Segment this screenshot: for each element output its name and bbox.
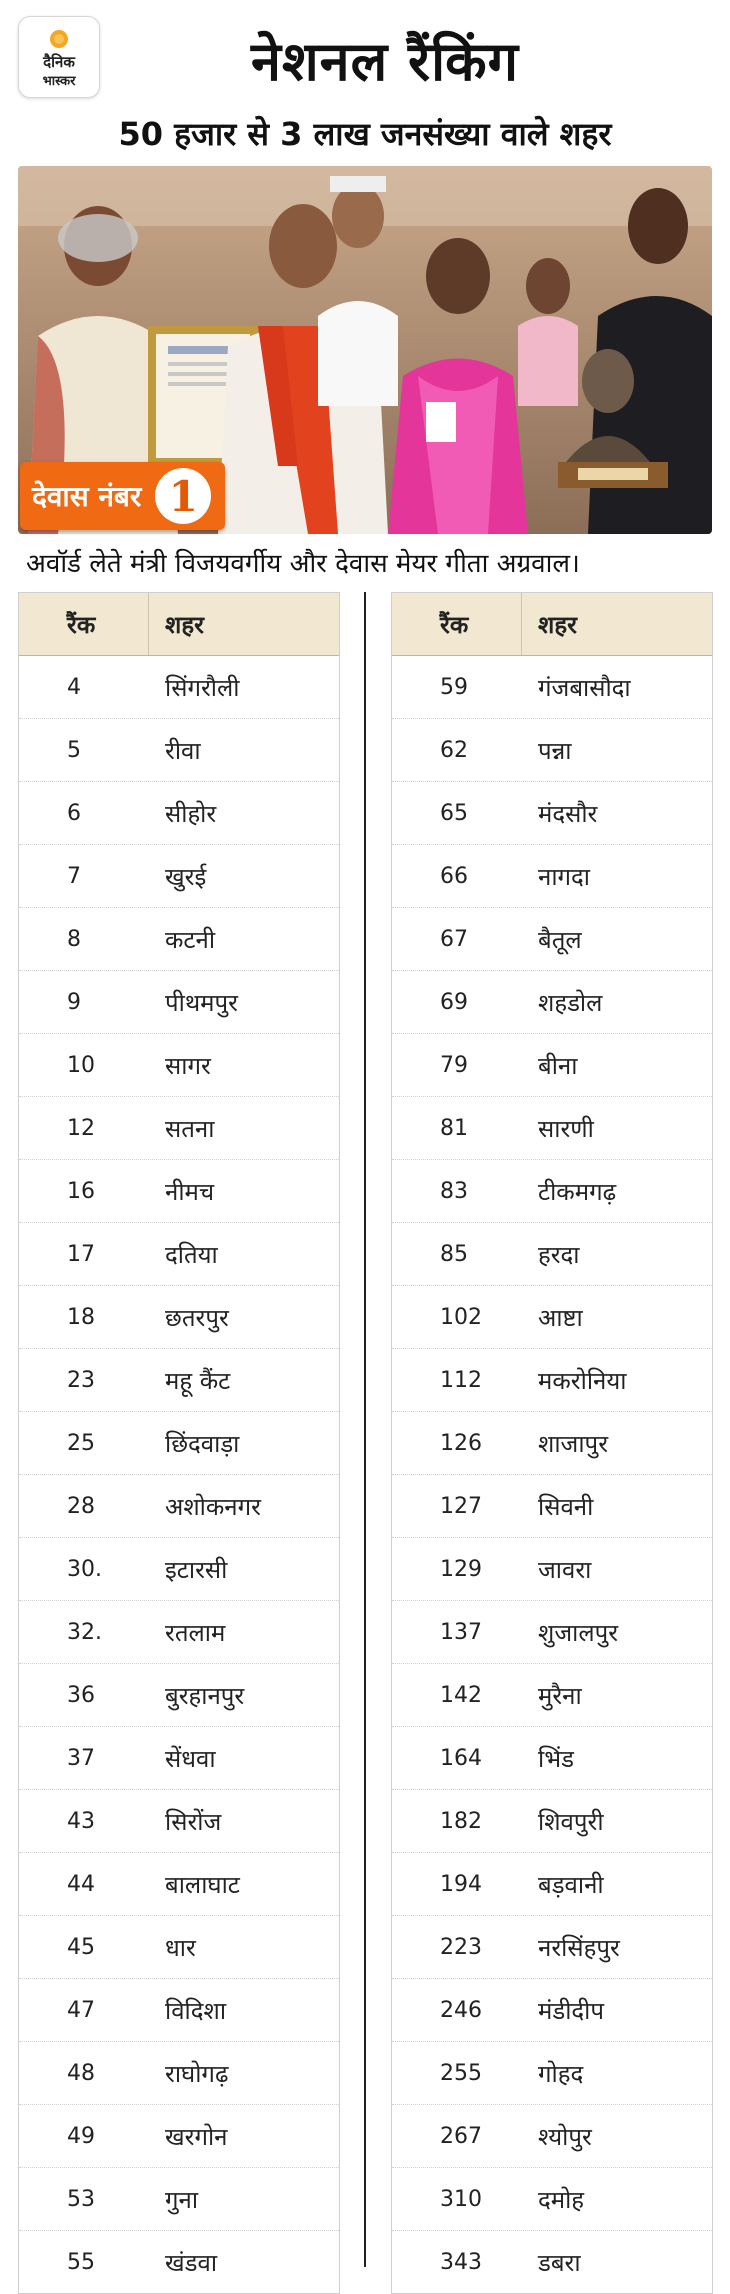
table-row <box>19 908 339 971</box>
rank-cell: 137 <box>440 1619 482 1645</box>
city-cell: कटनी <box>165 925 216 954</box>
table-row <box>19 656 339 719</box>
page-subtitle: 50 हजार से 3 लाख जनसंख्या वाले शहर <box>118 115 612 153</box>
table-row <box>392 1790 712 1853</box>
rank-cell: 10 <box>67 1052 95 1078</box>
rank-cell: 4 <box>67 674 81 700</box>
rank-cell: 83 <box>440 1178 468 1204</box>
rank-cell: 164 <box>440 1745 482 1771</box>
table-row <box>19 1160 339 1223</box>
table-row <box>392 1979 712 2042</box>
city-cell: बैतूल <box>538 925 582 954</box>
rank-cell: 112 <box>440 1367 482 1393</box>
city-cell: सारणी <box>538 1114 594 1143</box>
city-cell: जावरा <box>538 1555 592 1584</box>
table-row <box>392 1601 712 1664</box>
table-row <box>392 845 712 908</box>
rank-cell: 246 <box>440 1997 482 2023</box>
rank-cell: 62 <box>440 737 468 763</box>
table-row <box>19 2168 339 2231</box>
rank-cell: 48 <box>67 2060 95 2086</box>
table-row <box>19 1979 339 2042</box>
badge-number: 1 <box>155 468 211 524</box>
rank-column-header: रैंक <box>19 593 149 655</box>
city-cell: अशोकनगर <box>165 1492 261 1521</box>
rank-cell: 49 <box>67 2123 95 2149</box>
city-cell: श्योपुर <box>538 2122 592 2151</box>
rank-cell: 7 <box>67 863 81 889</box>
city-cell: हरदा <box>538 1240 580 1269</box>
rank-cell: 5 <box>67 737 81 763</box>
rank-cell: 53 <box>67 2186 95 2212</box>
page-title: नेशनल रैंकिंग <box>250 30 520 93</box>
city-cell: गुना <box>165 2185 199 2214</box>
rank-cell: 47 <box>67 1997 95 2023</box>
city-cell: टीकमगढ़ <box>538 1177 617 1206</box>
table-row <box>19 1601 339 1664</box>
city-cell: मंडीदीप <box>538 1996 604 2025</box>
table-row <box>392 1286 712 1349</box>
table-row <box>19 1286 339 1349</box>
city-cell: धार <box>165 1933 196 1962</box>
rank-cell: 255 <box>440 2060 482 2086</box>
table-row <box>392 971 712 1034</box>
city-cell: नीमच <box>165 1177 215 1206</box>
city-cell: इटारसी <box>165 1555 228 1584</box>
ranking-table-right <box>391 592 713 2294</box>
city-cell: सीहोर <box>165 799 217 828</box>
city-cell: गोहद <box>538 2059 584 2088</box>
rank-cell: 17 <box>67 1241 95 1267</box>
rank-cell: 67 <box>440 926 468 952</box>
rank-cell: 126 <box>440 1430 482 1456</box>
table-row <box>392 1034 712 1097</box>
rank-cell: 223 <box>440 1934 482 1960</box>
table-row <box>19 2042 339 2105</box>
rank-cell: 9 <box>67 989 81 1015</box>
table-row <box>392 1223 712 1286</box>
city-cell: खंडवा <box>165 2248 218 2277</box>
table-row <box>392 1916 712 1979</box>
table-row <box>19 782 339 845</box>
rank-cell: 55 <box>67 2249 95 2275</box>
city-cell: दमोह <box>538 2185 585 2214</box>
city-column-header: शहर <box>538 610 577 639</box>
table-row <box>392 2168 712 2231</box>
rank-cell: 65 <box>440 800 468 826</box>
table-row <box>19 1916 339 1979</box>
city-cell: बालाघाट <box>165 1870 240 1899</box>
rank-cell: 129 <box>440 1556 482 1582</box>
rank-cell: 310 <box>440 2186 482 2212</box>
city-cell: बीना <box>538 1051 578 1080</box>
table-row <box>19 719 339 782</box>
rank-cell: 45 <box>67 1934 95 1960</box>
city-cell: पन्ना <box>538 736 572 765</box>
column-divider <box>364 592 366 2267</box>
table-row <box>19 2105 339 2168</box>
city-cell: मंदसौर <box>538 799 598 828</box>
rank-cell: 6 <box>67 800 81 826</box>
city-cell: सागर <box>165 1051 211 1080</box>
city-cell: शुजालपुर <box>538 1618 619 1647</box>
table-row <box>19 1034 339 1097</box>
table-row <box>19 1097 339 1160</box>
city-cell: बड़वानी <box>538 1870 604 1899</box>
table-row <box>392 1538 712 1601</box>
rank-cell: 37 <box>67 1745 95 1771</box>
rank-cell: 25 <box>67 1430 95 1456</box>
city-cell: खरगोन <box>165 2122 228 2151</box>
table-row <box>19 1853 339 1916</box>
rank-cell: 85 <box>440 1241 468 1267</box>
table-row <box>392 908 712 971</box>
city-column-header: शहर <box>165 610 204 639</box>
table-row <box>392 1160 712 1223</box>
table-row <box>19 1538 339 1601</box>
city-cell: सिवनी <box>538 1492 594 1521</box>
city-cell: दतिया <box>165 1240 218 1269</box>
rank-cell: 12 <box>67 1115 95 1141</box>
table-row <box>392 1412 712 1475</box>
city-cell: शहडोल <box>538 988 603 1017</box>
logo-text-bottom: भास्कर <box>42 74 76 89</box>
city-cell: रतलाम <box>165 1618 226 1647</box>
city-cell: नागदा <box>538 862 591 891</box>
table-row <box>19 1727 339 1790</box>
photo-caption: अवॉर्ड लेते मंत्री विजयवर्गीय और देवास मेयर गीता अग्रवाल। <box>26 549 580 579</box>
city-cell: छिंदवाड़ा <box>165 1429 240 1458</box>
table-row <box>19 2231 339 2293</box>
city-cell: पीथमपुर <box>165 988 238 1017</box>
city-cell: सिंगरौली <box>165 673 240 702</box>
table-row <box>392 1727 712 1790</box>
city-cell: गंजबासौदा <box>538 673 631 702</box>
city-cell: डबरा <box>538 2248 581 2277</box>
city-cell: महू कैंट <box>165 1366 231 1395</box>
rank-cell: 194 <box>440 1871 482 1897</box>
table-row <box>19 845 339 908</box>
table-header <box>19 593 339 656</box>
table-row <box>19 1664 339 1727</box>
rank-cell: 18 <box>67 1304 95 1330</box>
rank-cell: 8 <box>67 926 81 952</box>
rank-cell: 102 <box>440 1304 482 1330</box>
table-row <box>19 1412 339 1475</box>
city-cell: खुरई <box>165 862 207 891</box>
rank-cell: 30. <box>67 1556 102 1582</box>
rank-cell: 28 <box>67 1493 95 1519</box>
city-cell: शाजापुर <box>538 1429 609 1458</box>
table-row <box>392 2231 712 2293</box>
table-row <box>392 2042 712 2105</box>
city-cell: आष्टा <box>538 1303 583 1332</box>
rank-cell: 343 <box>440 2249 482 2275</box>
table-row <box>19 1223 339 1286</box>
rank-cell: 142 <box>440 1682 482 1708</box>
city-cell: सतना <box>165 1114 215 1143</box>
rank-cell: 69 <box>440 989 468 1015</box>
city-cell: सिरोंज <box>165 1807 222 1836</box>
rank-cell: 182 <box>440 1808 482 1834</box>
city-cell: सेंधवा <box>165 1744 216 1773</box>
ranking-table-left <box>18 592 340 2294</box>
table-row <box>19 971 339 1034</box>
table-row <box>392 1097 712 1160</box>
table-row <box>19 1790 339 1853</box>
city-cell: राघोगढ़ <box>165 2059 229 2088</box>
rank-cell: 16 <box>67 1178 95 1204</box>
rank-cell: 79 <box>440 1052 468 1078</box>
table-row <box>392 1664 712 1727</box>
city-cell: नरसिंहपुर <box>538 1933 620 1962</box>
rank-cell: 36 <box>67 1682 95 1708</box>
rank-cell: 267 <box>440 2123 482 2149</box>
city-cell: मुरैना <box>538 1681 582 1710</box>
city-cell: छतरपुर <box>165 1303 229 1332</box>
rank-cell: 43 <box>67 1808 95 1834</box>
rank-cell: 127 <box>440 1493 482 1519</box>
rank-cell: 59 <box>440 674 468 700</box>
table-row <box>19 1475 339 1538</box>
table-row <box>392 1349 712 1412</box>
rank-cell: 81 <box>440 1115 468 1141</box>
table-row <box>392 1475 712 1538</box>
table-row <box>19 1349 339 1412</box>
rank-cell: 23 <box>67 1367 95 1393</box>
table-header <box>392 593 712 656</box>
rank-column-header: रैंक <box>392 593 522 655</box>
city-cell: विदिशा <box>165 1996 227 2025</box>
table-row <box>392 656 712 719</box>
table-row <box>392 1853 712 1916</box>
rank-cell: 44 <box>67 1871 95 1897</box>
table-row <box>392 719 712 782</box>
rank-badge <box>20 462 225 530</box>
table-row <box>392 2105 712 2168</box>
rank-cell: 66 <box>440 863 468 889</box>
table-row <box>392 782 712 845</box>
badge-label: देवास नंबर <box>32 480 142 513</box>
city-cell: रीवा <box>165 736 201 765</box>
city-cell: मकरोनिया <box>538 1366 627 1395</box>
city-cell: बुरहानपुर <box>165 1681 245 1710</box>
logo-text-top: दैनिक <box>43 53 75 71</box>
rank-cell: 32. <box>67 1619 102 1645</box>
city-cell: शिवपुरी <box>538 1807 604 1836</box>
city-cell: भिंड <box>538 1744 574 1773</box>
